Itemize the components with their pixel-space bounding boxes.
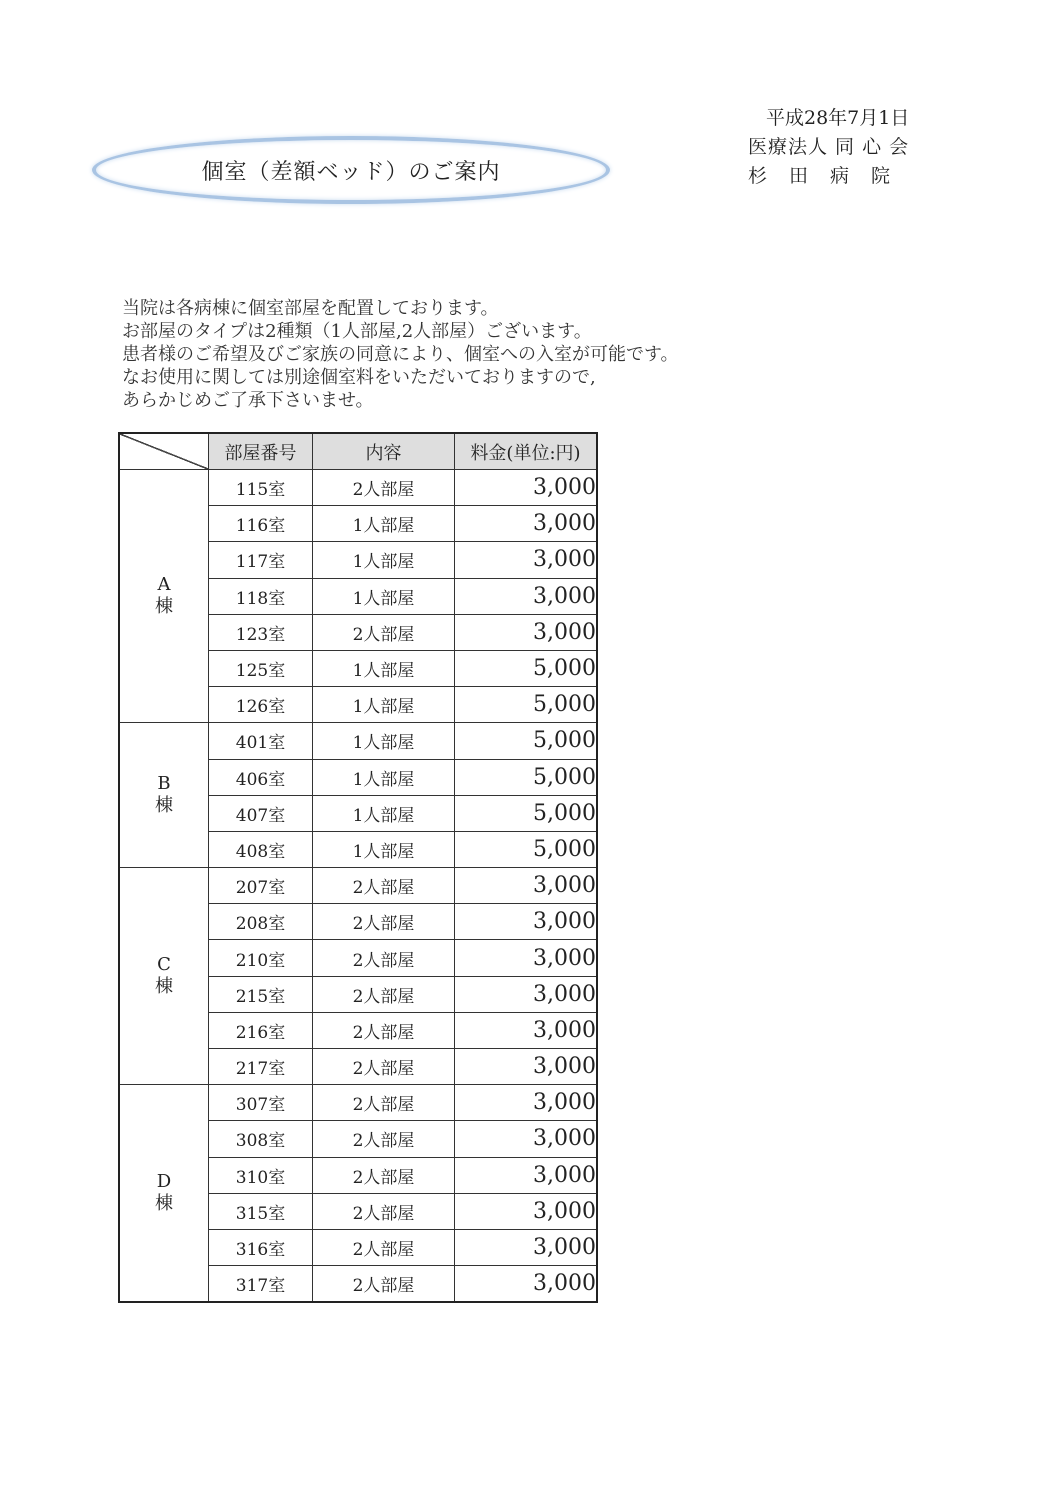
building-label [119,723,209,868]
room-number-cell: 317室 [209,1266,313,1303]
intro-line: あらかじめご了承下さいませ。 [122,390,374,411]
fee-cell: 3,000 [455,506,598,542]
room-number-cell: 406室 [209,759,313,795]
document-meta [748,104,912,191]
room-number-cell: 407室 [209,795,313,831]
room-type-cell: 2人部屋 [313,1085,455,1121]
building-suffix: 棟 [155,976,173,998]
fee-cell: 3,000 [455,1049,598,1085]
page-title: 個室（差額ベッド）のご案内 [201,159,501,185]
room-type-cell: 2人部屋 [313,1012,455,1048]
room-type-cell: 2人部屋 [313,1121,455,1157]
room-number-cell: 215室 [209,976,313,1012]
room-type-cell: 2人部屋 [313,470,455,506]
room-type-cell: 1人部屋 [313,506,455,542]
fee-cell: 3,000 [455,868,598,904]
building-letter: C [157,954,171,976]
table-body [119,470,597,1303]
building-suffix: 棟 [155,795,173,817]
room-type-cell: 1人部屋 [313,831,455,867]
room-number-cell: 315室 [209,1193,313,1229]
title-banner [92,136,610,204]
room-type-cell: 1人部屋 [313,542,455,578]
organization-name: 医療法人 同 心 会 [748,136,910,158]
building-label [119,470,209,723]
room-number-cell: 118室 [209,578,313,614]
fee-cell: 3,000 [455,470,598,506]
building-label [119,868,209,1085]
room-number-cell: 115室 [209,470,313,506]
fee-cell: 3,000 [455,976,598,1012]
room-type-cell: 1人部屋 [313,795,455,831]
fee-cell: 3,000 [455,1121,598,1157]
fee-cell: 3,000 [455,1157,598,1193]
issue-date: 平成28年7月1日 [766,107,910,129]
fee-cell: 5,000 [455,687,598,723]
room-type-cell: 1人部屋 [313,723,455,759]
room-type-cell: 2人部屋 [313,614,455,650]
room-fee-table [118,432,598,1303]
fee-cell: 3,000 [455,1085,598,1121]
table-row [119,470,597,506]
intro-line: なお使用に関しては別途個室料をいただいておりますので, [122,367,596,388]
fee-cell: 3,000 [455,578,598,614]
building-suffix: 棟 [155,596,173,618]
table-header-row [119,433,597,470]
building-letter: D [156,1171,172,1193]
room-number-cell: 210室 [209,940,313,976]
intro-line: 当院は各病棟に個室部屋を配置しております。 [122,298,499,319]
room-type-cell: 2人部屋 [313,940,455,976]
intro-text [122,297,679,412]
building-suffix: 棟 [155,1193,173,1215]
room-number-cell: 308室 [209,1121,313,1157]
fee-cell: 3,000 [455,1229,598,1265]
room-number-cell: 316室 [209,1229,313,1265]
room-number-cell: 125室 [209,650,313,686]
fee-cell: 5,000 [455,795,598,831]
intro-line: お部屋のタイプは2種類（1人部屋,2人部屋）ございます。 [122,321,592,342]
fee-cell: 5,000 [455,723,598,759]
room-number-cell: 217室 [209,1049,313,1085]
building-letter: A [157,574,171,596]
room-number-cell: 207室 [209,868,313,904]
room-type-cell: 2人部屋 [313,1193,455,1229]
room-type-cell: 2人部屋 [313,1049,455,1085]
room-type-cell: 1人部屋 [313,578,455,614]
room-type-cell: 2人部屋 [313,1157,455,1193]
header-content: 内容 [313,433,455,470]
building-letter: B [157,773,171,795]
room-type-cell: 2人部屋 [313,904,455,940]
fee-cell: 5,000 [455,831,598,867]
room-number-cell: 208室 [209,904,313,940]
table-row [119,868,597,904]
room-number-cell: 307室 [209,1085,313,1121]
fee-cell: 3,000 [455,940,598,976]
room-type-cell: 1人部屋 [313,650,455,686]
room-number-cell: 401室 [209,723,313,759]
room-number-cell: 408室 [209,831,313,867]
room-type-cell: 1人部屋 [313,687,455,723]
room-type-cell: 2人部屋 [313,1266,455,1303]
table-corner-cell [119,433,209,470]
intro-line: 患者様のご希望及びご家族の同意により、個室への入室が可能です。 [122,344,679,365]
header-room-number: 部屋番号 [209,433,313,470]
room-type-cell: 2人部屋 [313,1229,455,1265]
table-row [119,1085,597,1121]
building-label [119,1085,209,1303]
fee-cell: 5,000 [455,759,598,795]
fee-cell: 3,000 [455,1266,598,1303]
fee-cell: 3,000 [455,1012,598,1048]
header-fee: 料金(単位:円) [455,433,598,470]
room-type-cell: 1人部屋 [313,759,455,795]
room-number-cell: 126室 [209,687,313,723]
room-number-cell: 117室 [209,542,313,578]
room-type-cell: 2人部屋 [313,868,455,904]
fee-cell: 3,000 [455,614,598,650]
fee-cell: 3,000 [455,1193,598,1229]
room-number-cell: 310室 [209,1157,313,1193]
room-number-cell: 123室 [209,614,313,650]
room-number-cell: 116室 [209,506,313,542]
hospital-name: 杉田病院 [748,165,913,187]
room-number-cell: 216室 [209,1012,313,1048]
table-row [119,723,597,759]
room-type-cell: 2人部屋 [313,976,455,1012]
fee-cell: 3,000 [455,542,598,578]
fee-cell: 3,000 [455,904,598,940]
fee-cell: 5,000 [455,650,598,686]
